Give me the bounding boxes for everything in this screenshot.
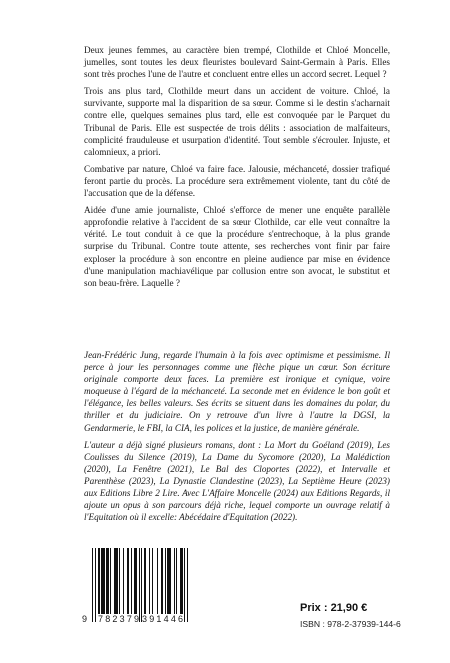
barcode-bar bbox=[174, 548, 175, 614]
barcode-bar bbox=[119, 548, 120, 614]
barcode-bar bbox=[92, 548, 93, 622]
synopsis-paragraph: Trois ans plus tard, Clothilde meurt dans un accident de voiture. Chloé, la survivante, supporte mal la disparition de sa sœur. Comme si le destin s'acharnait contre elle, quelques semaines plus tard, elle est convoquée par le Parquet du Tribunal de Paris. Elle est suspectée de trois délits : association de malfaiteurs, complicité frauduleuse et usurpation d'identité. Tout semble s'écrouler. Injuste, et calomnieux, a priori. bbox=[84, 86, 390, 157]
price-label: Prix : 21,90 € bbox=[300, 602, 368, 614]
barcode-bars bbox=[92, 548, 188, 614]
barcode-bar bbox=[134, 548, 138, 614]
barcode-bar bbox=[157, 548, 158, 614]
barcode-bar bbox=[114, 548, 118, 614]
isbn-label: ISBN : 978-2-37939-144-6 bbox=[300, 619, 401, 629]
barcode-digits bbox=[82, 614, 190, 626]
barcode-bar bbox=[144, 548, 146, 614]
barcode-bar bbox=[110, 548, 111, 614]
author-paragraph: L'auteur a déjà signé plusieurs romans, dont : La Mort du Goéland (2019), Les Coulisses du Silence (2019), La Dame du Sycomore (2020), La Malédiction (2020), La Fenêtre (2021), Le Bal des Cloportes (2022), et Intervalle et Parenthèse (2023), La Dynastie Clandestine (2023), La Septième Heure (2023) aux Editions Libre 2 Lire. Avec L'Affaire Moncelle (2024) aux Editions Regards, il ajoute un opus à son parcours déjà riche, lequel comporte un ouvrage relatif à l'Equitation où il excelle: Abécédaire d'Equitation (2022). bbox=[84, 439, 390, 523]
barcode-bar bbox=[141, 548, 142, 622]
barcode-bar bbox=[127, 548, 129, 614]
barcode-bar bbox=[106, 548, 108, 614]
synopsis-paragraph: Deux jeunes femmes, au caractère bien trempé, Clothilde et Chloé Moncelle, jumelles, sont toutes les deux fleuristes boulevard Saint-Germain à Paris. Elles sont très proches l'une de l'autre et concluent entre elles un accord secret. Lequel ? bbox=[84, 45, 390, 80]
barcode-bar bbox=[176, 548, 177, 614]
barcode-digits-left: 782379 bbox=[98, 614, 142, 624]
synopsis-paragraph: Combative par nature, Chloé va faire face. Jalousie, méchanceté, dossier trafiqué feront partie du procès. La procédure sera extrêmement violente, tant du côté de l'accusation que de la défense. bbox=[84, 163, 390, 199]
barcode-bar bbox=[187, 548, 188, 622]
barcode-bar bbox=[152, 548, 153, 614]
author-paragraph: Jean-Frédéric Jung, regarde l'humain à la fois avec optimisme et pessimisme. Il perce à jour les personnages comme une flèche pique un cœur. Son écriture originale comporte deux faces. La première est ironique et cynique, voire moqueuse à l'égard de la méchanceté. La seconde met en évidence le bon goût et l'élégance, les belles valeurs. Ses écrits se situent dans les domaines du polar, du thriller et du judiciaire. On y retrouve d'un livre à l'autre la DGSI, la Gendarmerie, le FBI, la CIA, les polices et la justice, de manière générale. bbox=[84, 350, 390, 433]
barcode-bar bbox=[98, 548, 99, 614]
barcode-bar bbox=[180, 548, 182, 614]
barcode-bar bbox=[165, 548, 166, 614]
barcode-bar bbox=[123, 548, 124, 614]
barcode-bar bbox=[101, 548, 105, 614]
author-bio bbox=[84, 349, 390, 528]
synopsis bbox=[84, 44, 390, 294]
barcode-bar bbox=[161, 548, 163, 614]
barcode-bar bbox=[184, 548, 185, 622]
barcode bbox=[82, 548, 190, 628]
barcode-digits-right: 391446 bbox=[142, 614, 186, 624]
barcode-bar bbox=[139, 548, 140, 622]
barcode-bar bbox=[95, 548, 96, 622]
synopsis-paragraph: Aidée d'une amie journaliste, Chloé s'efforce de mener une enquête parallèle approfondie relative à l'accident de sa sœur Clothilde, car elle veut connaître la vérité. Le tout conduit à ce que la procédure s'entrechoque, à la plus grande surprise du Tribunal. Contre toute attente, ses recherches vont finir par faire exploser la procédure à son encontre en pleine audience par mise en évidence d'une manipulation machiavélique par collusion entre son avocat, le substitut et son beau-frère. Laquelle ? bbox=[84, 205, 390, 288]
barcode-bar bbox=[149, 548, 150, 614]
barcode-bar bbox=[131, 548, 132, 614]
barcode-bar bbox=[167, 548, 171, 614]
barcode-digit-first: 9 bbox=[82, 614, 88, 624]
